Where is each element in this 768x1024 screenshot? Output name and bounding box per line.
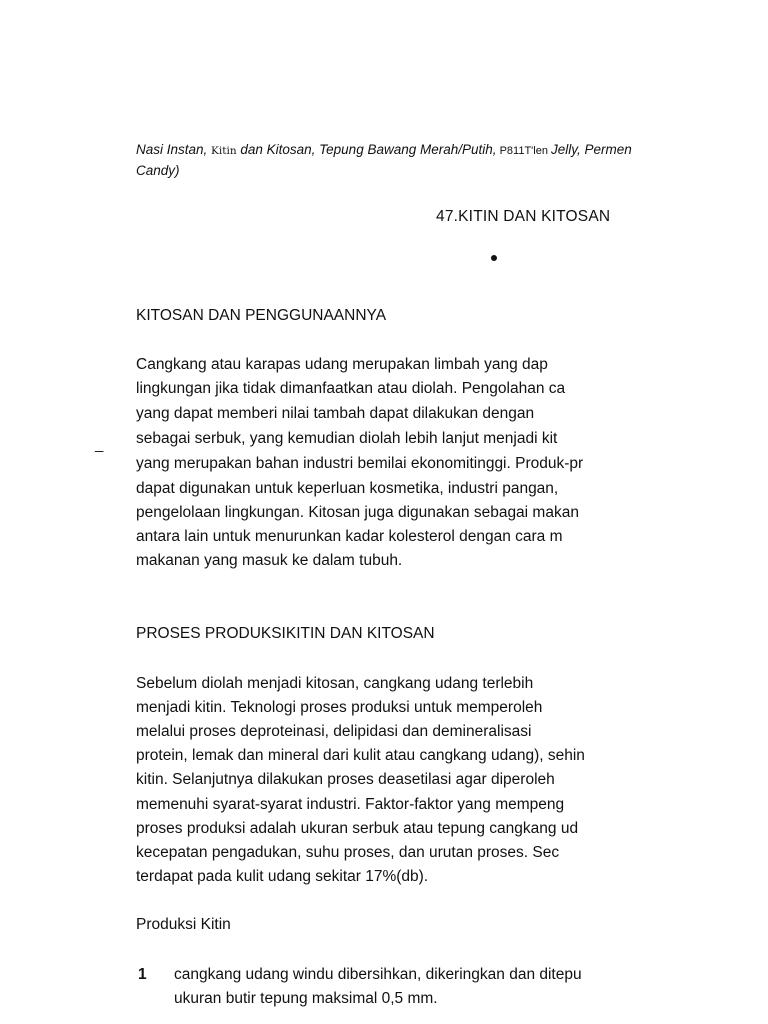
paragraph-line: yang dapat memberi nilai tambah dapat dilakukan dengan: [136, 405, 535, 422]
bullet-dot: [491, 255, 497, 261]
paragraph-line: protein, lemak dan mineral dari kulit atau cangkang udang), sehin: [136, 747, 585, 764]
section-heading-proses: PROSES PRODUKSIKITIN DAN KITOSAN: [136, 625, 435, 642]
list-item-line: ukuran butir tepung maksimal 0,5 mm.: [174, 990, 438, 1007]
paragraph-line: kecepatan pengadukan, suhu proses, dan urutan proses. Sec: [136, 844, 560, 861]
paragraph-line: Cangkang atau karapas udang merupakan limbah yang dap: [136, 356, 548, 373]
chapter-title: 47.KITIN DAN KITOSAN: [436, 208, 611, 225]
header-text-3: dan Kitosan, Tepung Bawang Merah/Putih,: [236, 142, 497, 157]
paragraph-line: antara lain untuk menurunkan kadar kolesterol dengan cara m: [136, 528, 563, 545]
paragraph-line: yang merupakan bahan industri bemilai ekonomitinggi. Produk-pr: [136, 455, 584, 472]
paragraph-line: menjadi kitin. Teknologi proses produksi untuk memperoleh: [136, 699, 543, 716]
paragraph-line: terdapat pada kulit udang sekitar 17%(db).: [136, 868, 429, 885]
paragraph-line: melalui proses deproteinasi, delipidasi dan demineralisasi: [136, 723, 532, 740]
paragraph-line: memenuhi syarat-syarat industri. Faktor-faktor yang mempeng: [136, 796, 565, 813]
paragraph-line: Sebelum diolah menjadi kitosan, cangkang udang terlebih: [136, 675, 534, 692]
list-item-number: 1: [138, 966, 147, 983]
header-text-5: Jelly, Permen: [551, 142, 632, 157]
header-text-2: Kitin: [211, 145, 237, 157]
paragraph-line: kitin. Selanjutnya dilakukan proses deasetilasi agar diperoleh: [136, 771, 555, 788]
paragraph-line: dapat digunakan untuk keperluan kosmetika, industri pangan,: [136, 480, 559, 497]
paragraph-line: pengelolaan lingkungan. Kitosan juga digunakan sebagai makan: [136, 504, 579, 521]
list-item-line: cangkang udang windu dibersihkan, dikeringkan dan ditepu: [174, 966, 582, 983]
paragraph-line: sebagai serbuk, yang kemudian diolah lebih lanjut menjadi kit: [136, 430, 558, 447]
running-header: [136, 140, 768, 181]
paragraph-line: proses produksi adalah ukuran serbuk atau tepung cangkang ud: [136, 820, 579, 837]
header-text-line2: Candy): [136, 163, 180, 178]
paragraph-line: lingkungan jika tidak dimanfaatkan atau diolah. Pengolahan ca: [136, 380, 566, 397]
section-heading-kitosan: KITOSAN DAN PENGGUNAANNYA: [136, 307, 387, 324]
margin-mark: _: [95, 436, 104, 453]
header-text-1: Nasi Instan,: [136, 142, 212, 157]
section-heading-produksi-kitin: Produksi Kitin: [136, 916, 231, 933]
paragraph-line: makanan yang masuk ke dalam tubuh.: [136, 552, 403, 569]
header-text-4: P811T'len: [496, 145, 552, 157]
